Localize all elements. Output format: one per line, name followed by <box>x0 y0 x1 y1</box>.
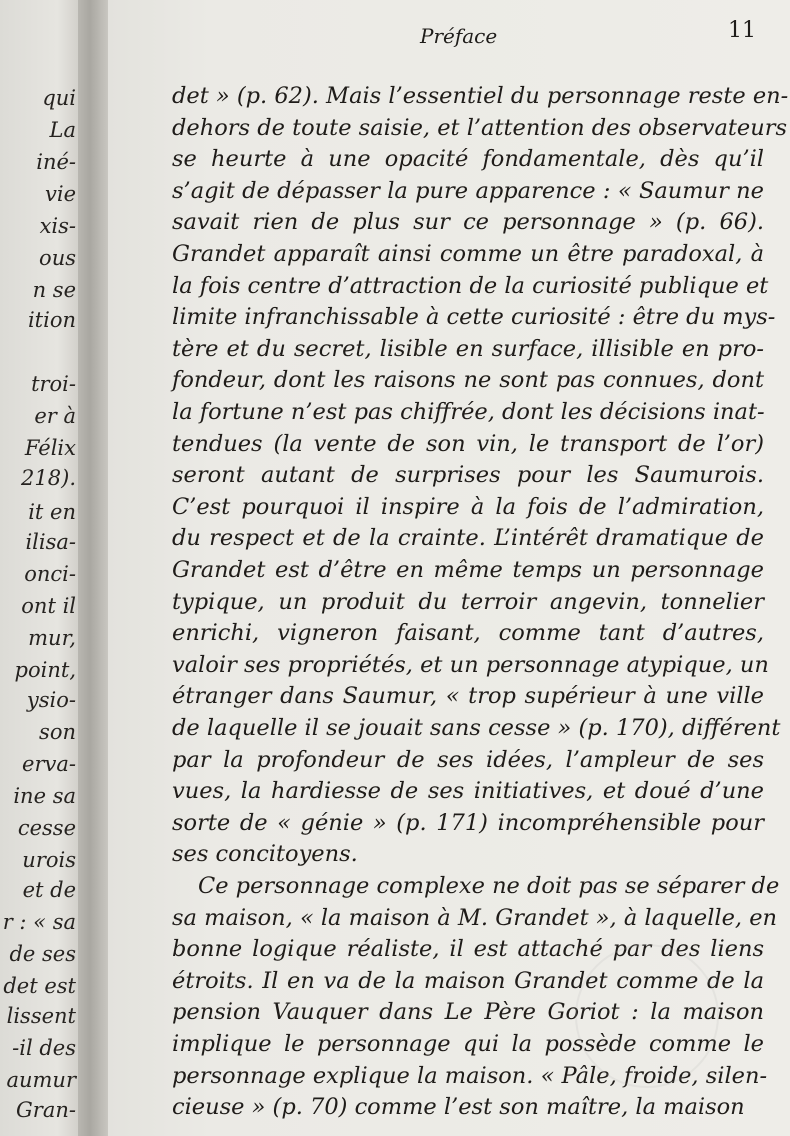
left-page-line: Gran- <box>16 1098 76 1122</box>
left-page-line: troi- <box>31 372 76 396</box>
body-text-line: fondeur, dont les raisons ne sont pas connues, dont <box>172 367 764 393</box>
body-text-line: limite infranchissable à cette curiosité : être du mys- <box>172 304 776 330</box>
body-text-line: tère et du secret, lisible en surface, illisible en pro- <box>172 336 764 362</box>
body-text-line: se heurte à une opacité fondamentale, dès qu’il <box>172 146 764 172</box>
left-page-line: ysio- <box>26 688 76 712</box>
body-text-line: Grandet apparaît ainsi comme un être paradoxal, à <box>172 241 764 267</box>
left-page-line: point, <box>14 658 76 682</box>
body-text-line: du respect et de la crainte. L’intérêt dramatique de <box>172 525 764 551</box>
body-text-line: implique le personnage qui la possède comme le <box>172 1031 764 1057</box>
page-number: 11 <box>728 18 756 43</box>
left-page-line: onci- <box>24 562 76 586</box>
body-text-line: Grandet est d’être en même temps un personnage <box>172 557 764 583</box>
left-page-line: erva- <box>22 752 76 776</box>
left-page-line: ilisa- <box>25 530 76 554</box>
body-text-line: la fois centre d’attraction de la curiosité publique et <box>172 273 769 299</box>
body-text-line: seront autant de surprises pour les Saumurois. <box>172 462 764 488</box>
running-head: Préface <box>420 24 498 48</box>
body-text-line: personnage explique la maison. « Pâle, froide, silen- <box>172 1063 768 1089</box>
body-text-line: de laquelle il se jouait sans cesse » (p. 170), différent <box>172 715 781 741</box>
body-text-line: cieuse » (p. 70) comme l’est son maître, la maison <box>172 1094 745 1120</box>
body-text-line: dehors de toute saisie, et l’attention des observateurs <box>172 115 788 141</box>
left-page-line: it en <box>28 500 76 524</box>
left-page-line: vie <box>44 182 76 206</box>
left-page-line: qui <box>42 86 76 110</box>
left-page-line: er à <box>34 404 76 428</box>
left-page-line: -il des <box>12 1036 76 1060</box>
left-page-line: de ses <box>9 942 76 966</box>
body-text-line: bonne logique réaliste, il est attaché par des liens <box>172 936 764 962</box>
left-page-line: ont il <box>21 594 76 618</box>
left-page-line: r : « sa <box>2 910 76 934</box>
left-page-line: et de <box>22 878 76 902</box>
body-text-line: typique, un produit du terroir angevin, tonnelier <box>172 589 764 615</box>
watermark-seal <box>575 944 719 1088</box>
left-page-line: mur, <box>28 626 76 650</box>
left-page-line: ine sa <box>13 784 76 808</box>
body-text-line: det » (p. 62). Mais l’essentiel du personnage reste en- <box>172 83 789 109</box>
body-text-line: C’est pourquoi il inspire à la fois de l’admiration, <box>172 494 764 520</box>
left-page-line: n se <box>32 278 76 302</box>
body-text-line: s’agit de dépasser la pure apparence : « Saumur ne <box>172 178 764 204</box>
left-page-line: urois <box>22 848 76 872</box>
left-page-line: aumur <box>6 1068 76 1092</box>
left-page-line: ous <box>39 246 76 270</box>
left-page-line: cesse <box>17 816 76 840</box>
left-page-line: xis- <box>39 214 76 238</box>
body-text-line: vues, la hardiesse de ses initiatives, et doué d’une <box>172 778 764 804</box>
left-page-line: det est <box>3 974 76 998</box>
body-text-line: pension Vauquer dans Le Père Goriot : la maison <box>172 999 764 1025</box>
body-text-line: par la profondeur de ses idées, l’ampleur de ses <box>172 747 764 773</box>
body-text-line: sa maison, « la maison à M. Grandet », à laquelle, en <box>172 905 778 931</box>
body-text-line: étranger dans Saumur, « trop supérieur à une ville <box>172 683 764 709</box>
body-text-line: enrichi, vigneron faisant, comme tant d’autres, <box>172 620 764 646</box>
body-text-line: Ce personnage complexe ne doit pas se séparer de <box>198 873 780 899</box>
body-text-line: tendues (la vente de son vin, le transport de l’or) <box>172 431 764 457</box>
left-page-line: lissent <box>6 1004 76 1028</box>
body-text-line: valoir ses propriétés, et un personnage atypique, un <box>172 652 769 678</box>
left-page-line: 218). <box>21 466 76 490</box>
left-page <box>0 0 82 1136</box>
body-text-line: sorte de « génie » (p. 171) incompréhensible pour <box>172 810 764 836</box>
body-text-line: savait rien de plus sur ce personnage » (p. 66). <box>172 209 764 235</box>
left-page-line: ition <box>27 308 76 332</box>
left-page-line: La <box>49 118 76 142</box>
left-page-line: son <box>39 720 76 744</box>
left-page-line: Félix <box>24 436 76 460</box>
body-text-line: la fortune n’est pas chiffrée, dont les décisions inat- <box>172 399 765 425</box>
body-text-line: étroits. Il en va de la maison Grandet comme de la <box>172 968 764 994</box>
book-gutter <box>78 0 112 1136</box>
left-page-line: iné- <box>36 150 76 174</box>
body-text-line: ses concitoyens. <box>172 841 358 867</box>
